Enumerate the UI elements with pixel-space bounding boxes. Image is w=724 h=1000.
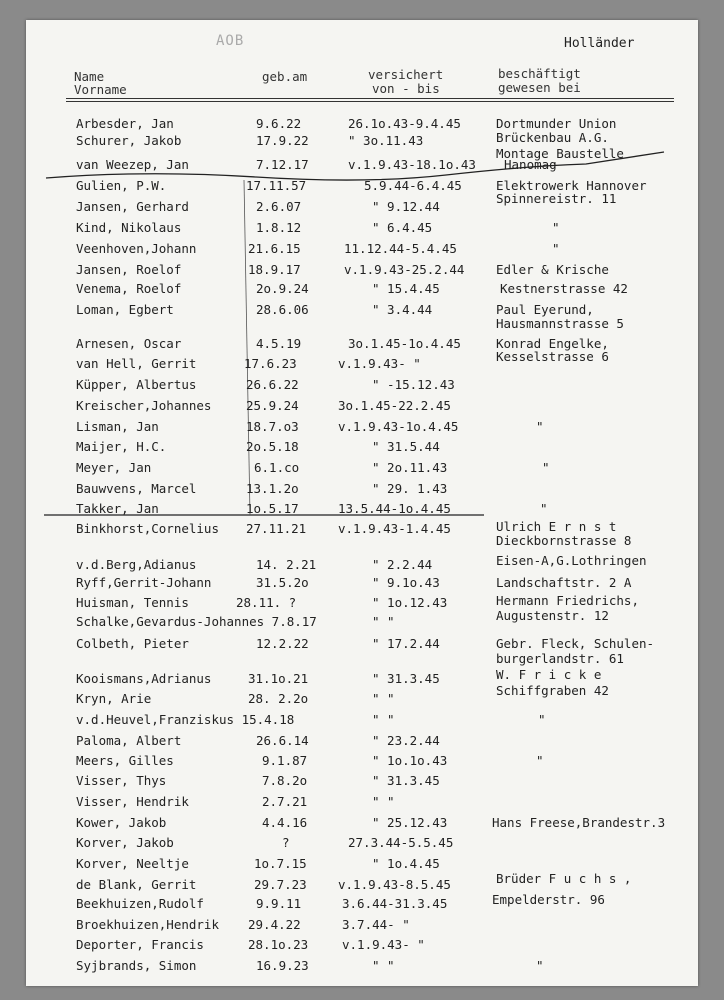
birth-date: 27.11.21 — [246, 521, 307, 536]
insured-period: " " — [372, 712, 395, 727]
insured-period: " " — [372, 691, 395, 706]
birth-date: 31.1o.21 — [248, 671, 309, 686]
person-name: Ryff,Gerrit-Johann — [76, 575, 212, 590]
table-row — [26, 502, 698, 518]
employer: Kesselstrasse 6 — [496, 349, 609, 364]
insured-period: " -15.12.43 — [372, 377, 455, 392]
insured-period: 27.3.44-5.5.45 — [348, 835, 454, 850]
birth-date: 13.1.2o — [246, 481, 299, 496]
employer: " — [536, 753, 544, 768]
employer: " — [552, 241, 560, 256]
employer: Hausmannstrasse 5 — [496, 316, 624, 331]
table-row — [26, 683, 698, 708]
insured-period: " 15.4.45 — [372, 281, 440, 296]
insured-period: " 1o.12.43 — [372, 595, 448, 610]
birth-date: 28.6.06 — [256, 302, 309, 317]
table-row — [26, 317, 698, 333]
birth-date: 2.7.21 — [262, 794, 308, 809]
insured-period: v.1.9.43- " — [338, 356, 421, 371]
table-row — [26, 795, 698, 811]
person-name: Maijer, H.C. — [76, 439, 167, 454]
insured-period: " 31.3.45 — [372, 773, 440, 788]
employer: Elektrowerk Hannover — [496, 178, 647, 193]
birth-date: 4.4.16 — [262, 815, 308, 830]
birth-date: 28.1o.23 — [248, 937, 309, 952]
table-row — [26, 282, 698, 298]
header-beschaeftigt: beschäftigt — [498, 66, 581, 81]
insured-period: " 17.2.44 — [372, 636, 440, 651]
birth-date: 21.6.15 — [248, 241, 301, 256]
person-name: Takker, Jan — [76, 501, 159, 516]
insured-period: " " — [372, 958, 395, 973]
employer: " — [552, 220, 560, 235]
person-name: Loman, Egbert — [76, 302, 174, 317]
table-row — [26, 652, 698, 668]
table-row — [26, 534, 698, 550]
insured-period: " 1o.4.45 — [372, 856, 440, 871]
header-vorname: Vorname — [74, 82, 127, 97]
employer: " — [540, 501, 548, 516]
table-row — [26, 774, 698, 790]
table-row — [26, 399, 698, 415]
table-row — [26, 553, 698, 574]
employer: " — [542, 460, 550, 475]
insured-period: 3.7.44- " — [342, 917, 410, 932]
person-name: Beekhuizen,Rudolf — [76, 896, 204, 911]
table-row — [26, 158, 698, 174]
header-von-bis: von - bis — [372, 81, 440, 96]
insured-period: v.1.9.43-1.4.45 — [338, 521, 451, 536]
person-name: Venema, Roelof — [76, 281, 182, 296]
birth-date: 25.9.24 — [246, 398, 299, 413]
table-row — [26, 221, 698, 237]
person-name: Veenhoven,Johann — [76, 241, 197, 256]
employer: Kestnerstrasse 42 — [500, 281, 628, 296]
employer: Brückenbau A.G. — [496, 130, 609, 145]
header-gewesen: gewesen bei — [498, 80, 581, 95]
birth-date: 9.1.87 — [262, 753, 308, 768]
table-row — [26, 440, 698, 456]
birth-date: 6.1.co — [254, 460, 300, 475]
person-name: Meyer, Jan — [76, 460, 152, 475]
table-row — [26, 836, 698, 852]
person-name: Huisman, Tennis — [76, 595, 189, 610]
table-row — [26, 461, 698, 477]
employer: Montage Baustelle — [496, 146, 624, 161]
birth-date: 17.6.23 — [244, 356, 297, 371]
birth-date: 29.7.23 — [254, 877, 307, 892]
employer: burgerlandstr. 61 — [496, 651, 624, 666]
table-row — [26, 754, 698, 770]
employer: Hanomag — [504, 157, 557, 172]
birth-date: 31.5.2o — [256, 575, 309, 590]
person-name: Lisman, Jan — [76, 419, 159, 434]
birth-date: 18.9.17 — [248, 262, 301, 277]
person-name: Kryn, Arie — [76, 691, 152, 706]
person-name: Kooismans,Adrianus — [76, 671, 212, 686]
table-row — [26, 608, 698, 631]
person-name: Jansen, Roelof — [76, 262, 182, 277]
birth-date: 4.5.19 — [256, 336, 302, 351]
insured-period: 26.1o.43-9.4.45 — [348, 116, 461, 131]
insured-period: v.1.9.43- " — [342, 937, 425, 952]
insured-period: " 2.2.44 — [372, 557, 433, 572]
employer: Empelderstr. 96 — [492, 892, 605, 907]
employer: Spinnereistr. 11 — [496, 191, 617, 206]
person-name: Bauwvens, Marcel — [76, 481, 197, 496]
birth-date: 14. 2.21 — [256, 557, 317, 572]
person-name: Schalke,Gevardus-Johannes 7.8.17 — [76, 614, 317, 629]
person-name: Deporter, Francis — [76, 937, 204, 952]
birth-date: 17.9.22 — [256, 133, 309, 148]
insured-period: 11.12.44-5.4.45 — [344, 241, 457, 256]
employer: Hans Freese,Brandestr.3 — [492, 815, 666, 830]
person-name: Kower, Jakob — [76, 815, 167, 830]
person-name: de Blank, Gerrit — [76, 877, 197, 892]
header-versichert: versichert — [368, 67, 444, 82]
birth-date: 7.12.17 — [256, 157, 309, 172]
employer: Konrad Engelke, — [496, 336, 609, 351]
person-name: v.d.Berg,Adianus — [76, 557, 197, 572]
header-geb: geb.am — [262, 69, 308, 84]
stamp-text: AOB — [216, 33, 245, 49]
person-name: Arnesen, Oscar — [76, 336, 182, 351]
insured-period: " 23.2.44 — [372, 733, 440, 748]
birth-date: 9.9.11 — [256, 896, 302, 911]
employer: Gebr. Fleck, Schulen- — [496, 636, 655, 651]
person-name: Korver, Jakob — [76, 835, 174, 850]
employer: " — [536, 958, 544, 973]
insured-period: " 1o.1o.43 — [372, 753, 448, 768]
birth-date: 17.11.57 — [246, 178, 307, 193]
employer: Augustenstr. 12 — [496, 608, 609, 623]
insured-period: " 31.3.45 — [372, 671, 440, 686]
insured-period: " 31.5.44 — [372, 439, 440, 454]
birth-date: 1.8.12 — [256, 220, 302, 235]
table-row — [26, 378, 698, 394]
insured-period: " 3.4.44 — [372, 302, 433, 317]
insured-period: " 6.4.45 — [372, 220, 433, 235]
person-name: Syjbrands, Simon — [76, 958, 197, 973]
document-page — [26, 20, 698, 986]
person-name: Paloma, Albert — [76, 733, 182, 748]
insured-period: v.1.9.43-1o.4.45 — [338, 419, 459, 434]
employer: Hermann Friedrichs, — [496, 593, 639, 608]
person-name: Kind, Nikolaus — [76, 220, 182, 235]
table-row — [26, 482, 698, 498]
insured-period: " 9.12.44 — [372, 199, 440, 214]
table-row — [26, 734, 698, 750]
birth-date: 1o.5.17 — [246, 501, 299, 516]
insured-period: " 9.1o.43 — [372, 575, 440, 590]
person-name: Arbesder, Jan — [76, 116, 174, 131]
table-row — [26, 191, 698, 216]
birth-date: 2o.5.18 — [246, 439, 299, 454]
table-row — [26, 420, 698, 436]
insured-period: " 29. 1.43 — [372, 481, 448, 496]
table-row — [26, 816, 698, 832]
employer: Eisen-A,G.Lothringen — [496, 553, 647, 568]
birth-date: ? — [282, 835, 290, 850]
birth-date: 9.6.22 — [256, 116, 302, 131]
birth-date: 28.11. ? — [236, 595, 297, 610]
person-name: Visser, Hendrik — [76, 794, 189, 809]
birth-date: 2o.9.24 — [256, 281, 309, 296]
birth-date: 26.6.14 — [256, 733, 309, 748]
table-row — [26, 892, 698, 913]
insured-period: " 3o.11.43 — [348, 133, 424, 148]
employer: Schiffgraben 42 — [496, 683, 609, 698]
insured-period: " " — [372, 794, 395, 809]
birth-date: 28. 2.2o — [248, 691, 309, 706]
insured-period: " 25.12.43 — [372, 815, 448, 830]
insured-period: 3o.1.45-1o.4.45 — [348, 336, 461, 351]
employer: Ulrich E r n s t — [496, 519, 617, 534]
birth-date: 1o.7.15 — [254, 856, 307, 871]
person-name: Binkhorst,Cornelius — [76, 521, 219, 536]
person-name: van Weezep, Jan — [76, 157, 189, 172]
nationality-label: Holländer — [564, 36, 635, 51]
birth-date: 2.6.07 — [256, 199, 302, 214]
birth-date: 26.6.22 — [246, 377, 299, 392]
insured-period: v.1.9.43-25.2.44 — [344, 262, 465, 277]
employer: " — [536, 419, 544, 434]
person-name: Colbeth, Pieter — [76, 636, 189, 651]
birth-date: 29.4.22 — [248, 917, 301, 932]
person-name: Kreischer,Johannes — [76, 398, 212, 413]
insured-period: 13.5.44-1o.4.45 — [338, 501, 451, 516]
header-name: Name — [74, 69, 105, 84]
insured-period: 3o.1.45-22.2.45 — [338, 398, 451, 413]
table-row — [26, 713, 698, 729]
table-row — [26, 918, 698, 934]
table-row — [26, 576, 698, 592]
insured-period: v.1.9.43-18.1o.43 — [348, 157, 476, 172]
person-name: Broekhuizen,Hendrik — [76, 917, 219, 932]
table-row — [26, 263, 698, 279]
insured-period: 5.9.44-6.4.45 — [364, 178, 462, 193]
person-name: Gulien, P.W. — [76, 178, 167, 193]
table-row — [26, 349, 698, 373]
person-name: Korver, Neeltje — [76, 856, 189, 871]
employer: Edler & Krische — [496, 262, 609, 277]
employer: Dieckbornstrasse 8 — [496, 533, 632, 548]
table-row — [26, 959, 698, 975]
birth-date: 7.8.2o — [262, 773, 308, 788]
person-name: Jansen, Gerhard — [76, 199, 189, 214]
employer: Landschaftstr. 2 A — [496, 575, 632, 590]
table-row — [26, 242, 698, 258]
employer: " — [538, 712, 546, 727]
birth-date: 12.2.22 — [256, 636, 309, 651]
employer: Paul Eyerund, — [496, 302, 594, 317]
insured-period: " 2o.11.43 — [372, 460, 448, 475]
table-row — [26, 938, 698, 954]
birth-date: 16.9.23 — [256, 958, 309, 973]
insured-period: 3.6.44-31.3.45 — [342, 896, 448, 911]
person-name: Schurer, Jakob — [76, 133, 182, 148]
employer: W. F r i c k e — [496, 667, 602, 682]
birth-date: 18.7.o3 — [246, 419, 299, 434]
person-name: Visser, Thys — [76, 773, 167, 788]
person-name: Küpper, Albertus — [76, 377, 197, 392]
insured-period: " " — [372, 614, 395, 629]
person-name: Meers, Gilles — [76, 753, 174, 768]
person-name: v.d.Heuvel,Franziskus 15.4.18 — [76, 712, 295, 727]
person-name: van Hell, Gerrit — [76, 356, 197, 371]
employer: Brüder F u c h s , — [496, 871, 632, 886]
employer: Dortmunder Union — [496, 116, 617, 131]
insured-period: v.1.9.43-8.5.45 — [338, 877, 451, 892]
